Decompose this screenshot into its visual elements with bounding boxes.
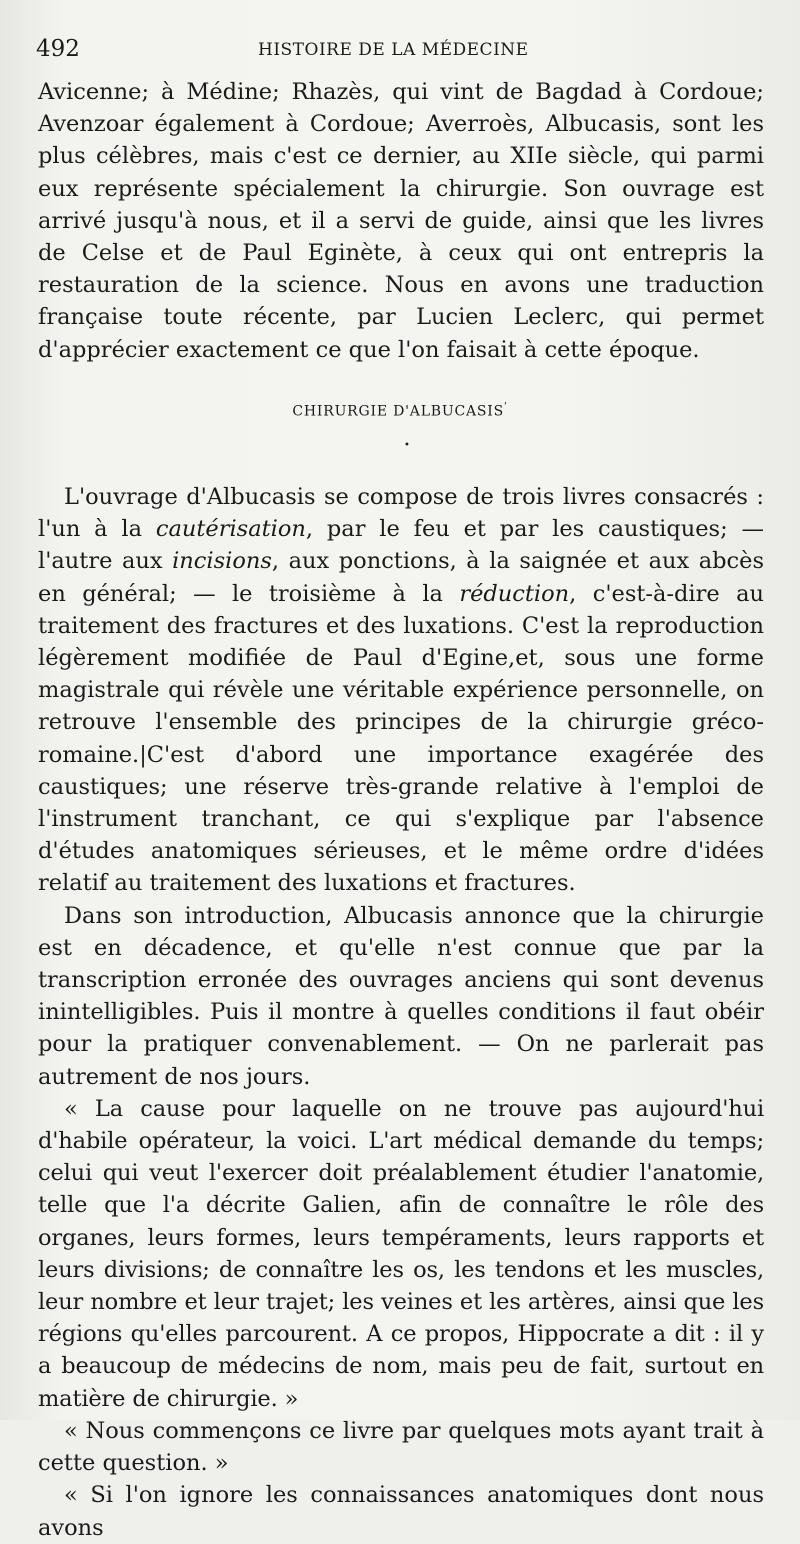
intro-paragraph: Avicenne; à Médine; Rhazès, qui vint de Bagdad à Cordoue; Avenzoar également à Cordoue; Averroès, Albucasis, sont les plus célèbres, mais c'est ce dernier, au XIIe siècle, qui parmi eux représente spécialement la chirurgie. Son ouvrage est arrivé jusqu'à nous, et il a servi de guide, ainsi que les livres de Celse et de Paul Eginète, à ceux qui ont entrepris la restauration de la science. Nous en avons une traduction française toute récente, par Lucien Leclerc, qui permet d'apprécier exactement ce que l'on faisait à cette époque. — [38, 79, 764, 363]
page-number: 492 — [36, 36, 80, 62]
p2-text-3: , aux ponctions, à la saignée et aux abcès en général; — le troisième à la — [38, 548, 764, 607]
p2-italic-cauterisation: cautérisation — [155, 516, 306, 543]
p2-text-4: , c'est-à-dire au traitement des fractures et des luxations. C'est la reproduction légèrement modifiée de Paul d'Egine,et, sous une forme magistrale qui révèle une véritable expérience personnelle, on retrouve l'ensemble des principes de la chirurgie gréco-romaine.|C'est d'abord une importance exagérée des caustiques; une réserve très-grande relative à l'emploi de l'instrument tranchant, ce qui s'explique par l'absence d'études anatomiques sérieuses, et le même ordre d'idées relatif au traitement des luxations et fractures. — [38, 580, 764, 897]
paragraph-2 — [38, 481, 764, 900]
paragraph-6: « Si l'on ignore les connaissances anatomiques dont nous avons — [38, 1482, 764, 1541]
ornament: • — [404, 440, 410, 451]
p2-italic-reduction: réduction — [459, 580, 570, 607]
footnote-mark: ʹ — [504, 402, 508, 413]
running-head — [36, 36, 770, 66]
running-title: HISTOIRE DE LA MÉDECINE — [258, 40, 529, 60]
intro-paragraph-block — [38, 76, 764, 366]
paragraph-4: « La cause pour laquelle on ne trouve pas aujourd'hui d'habile opérateur, la voici. L'art médical demande du temps; celui qui veut l'exercer doit préalablement étudier l'anatomie, telle que l'a décrite Galien, afin de connaître le rôle des organes, leurs formes, leurs tempéraments, leurs rapports et leurs divisions; de connaître les os, les tendons et les muscles, leur nombre et leur trajet; les veines et les artères, ainsi que les régions qu'elles parcourent. A ce propos, Hippocrate a dit : il y a beaucoup de médecins de nom, mais peu de fait, surtout en matière de chirurgie. » — [38, 1095, 764, 1412]
paragraph-3: Dans son introduction, Albucasis annonce que la chirurgie est en décadence, et qu'elle n'est connue que par la transcription erronée des ouvrages anciens qui sont devenus inintelligibles. Puis il montre à quelles conditions il faut obéir pour la pratiquer convenablement. — On ne parlerait pas autrement de nos jours. — [38, 902, 764, 1090]
paragraph-5: « Nous commençons ce livre par quelques mots ayant trait à cette question. » — [38, 1417, 764, 1477]
p2-italic-incisions: incisions — [172, 548, 272, 575]
section-heading-text: CHIRURGIE D'ALBUCASIS — [292, 403, 505, 420]
section-heading — [0, 402, 800, 420]
p2-text-1: L'ouvrage d'Albucasis se compose de trois livres consacrés : l'un à la — [38, 484, 764, 543]
p2-text-2: , par le feu et par les caustiques; — l'autre aux — [38, 516, 764, 575]
main-text — [38, 481, 764, 1544]
